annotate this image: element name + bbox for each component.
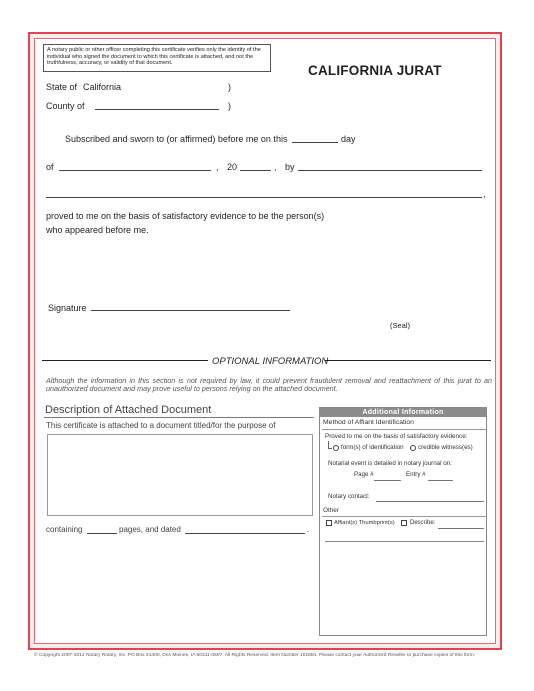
form-title: CALIFORNIA JURAT: [308, 63, 442, 78]
method-rule: [322, 429, 486, 430]
optional-note: Although the information in this section is not required by law, it could prevent fraudulent removal and reattachment of this jurat to an unauthorized document and may prove useful to persons relying on the attached document.: [46, 376, 492, 394]
proved-text-line1: proved to me on the basis of satisfactory evidence to be the person(s): [46, 211, 325, 221]
notary-contact-label: Notary contact:: [328, 493, 370, 500]
seal-label: (Seal): [390, 321, 411, 330]
dated-field[interactable]: [185, 533, 305, 534]
comma-3: ,: [483, 189, 486, 199]
signature-field[interactable]: [91, 310, 290, 311]
by-label: by: [285, 162, 295, 172]
describe-field[interactable]: [438, 528, 484, 529]
pages-label: pages, and dated: [119, 525, 181, 534]
county-field[interactable]: [95, 109, 219, 110]
entry-number-label: Entry #: [406, 471, 426, 478]
witness-radio[interactable]: [410, 445, 416, 451]
state-paren: ): [228, 82, 231, 92]
subscribed-text: Subscribed and sworn to (or affirmed) before me on this: [65, 134, 288, 144]
state-label: State of: [46, 82, 78, 92]
entry-number-field[interactable]: [428, 480, 453, 481]
day-field[interactable]: [292, 142, 338, 143]
description-heading: Description of Attached Document: [45, 404, 212, 416]
witness-option-label: credible witness(es): [418, 444, 473, 451]
month-field[interactable]: [59, 170, 211, 171]
bracket-vertical: [328, 441, 329, 448]
signer-name-field[interactable]: [298, 170, 482, 171]
page-number-field[interactable]: [374, 480, 401, 481]
description-rule: [44, 417, 314, 418]
year-field[interactable]: [240, 170, 271, 171]
notary-notice: A notary public or other officer completing this certificate verifies only the identity of the individual who signed the document to which this certificate is attached, and not the truthfulness, accuracy, or validity of that document.: [43, 44, 271, 72]
dated-period: .: [307, 525, 310, 534]
thumbprint-checkbox[interactable]: [326, 520, 332, 526]
optional-rule-right: [325, 360, 491, 361]
signer-name-continued-field[interactable]: [46, 197, 482, 198]
attached-text: This certificate is attached to a document titled/for the purpose of: [46, 421, 276, 430]
comma-2: ,: [274, 162, 277, 172]
other-label: Other: [323, 507, 339, 514]
other-notes-field[interactable]: [325, 541, 484, 542]
containing-label: containing: [46, 525, 83, 534]
other-rule: [322, 516, 486, 517]
comma-1: ,: [216, 162, 219, 172]
pages-field[interactable]: [87, 533, 117, 534]
id-option-label: form(s) of identification: [341, 444, 404, 451]
county-paren: ): [228, 101, 231, 111]
thumbprint-label: Affiant(s) Thumbprint(s): [334, 520, 395, 526]
page-number-label: Page #: [354, 471, 374, 478]
method-label: Method of Affiant Identification: [323, 419, 414, 426]
signature-label: Signature: [48, 303, 87, 313]
county-label: County of: [46, 101, 85, 111]
proved-label: Proved to me on the basis of satisfactory evidence:: [325, 433, 468, 440]
state-value: California: [83, 82, 122, 92]
notary-contact-field[interactable]: [376, 501, 484, 502]
day-label: day: [341, 134, 356, 144]
optional-heading: OPTIONAL INFORMATION: [212, 356, 329, 367]
year-prefix: 20: [227, 162, 238, 172]
copyright-footer: © Copyright 2007-2014 Notary Rotary, Inc. PO Box 41400, Des Moines, IA 50311-0507. All Rights Reserved. Item Number 101884. Please contact your Authorized Reseller to purchase copies of this form.: [34, 653, 476, 658]
id-radio[interactable]: [333, 445, 339, 451]
of-label: of: [46, 162, 54, 172]
additional-info-heading: Additional Information: [320, 408, 486, 417]
optional-rule-left: [42, 360, 208, 361]
describe-label: Describe:: [410, 520, 436, 526]
describe-checkbox[interactable]: [401, 520, 407, 526]
proved-text-line2: who appeared before me.: [46, 225, 149, 235]
document-title-box[interactable]: [47, 434, 313, 516]
journal-label: Notarial event is detailed in notary journal on:: [328, 460, 452, 467]
bracket-horizontal: [328, 448, 332, 449]
